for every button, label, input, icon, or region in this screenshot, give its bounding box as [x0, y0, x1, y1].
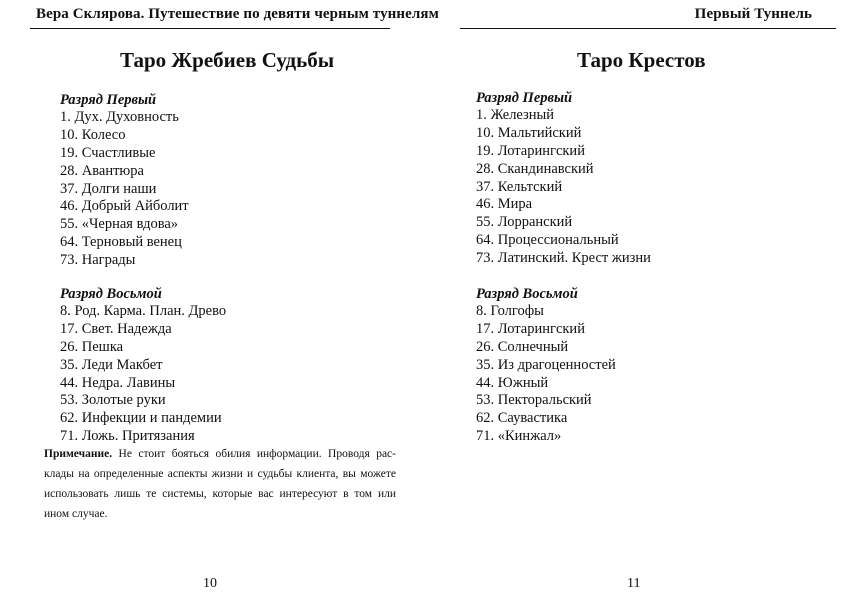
- list-item: 8. Голгофы: [476, 303, 544, 319]
- list-item: 44. Южный: [476, 374, 549, 391]
- list-item: 1. Железный: [476, 107, 555, 123]
- page-title-left: Таро Жребиев Судьбы: [120, 48, 335, 72]
- note-text: Не стоит бояться обилия информации. Проводя расклады на определенные аспекты жизни и судьбы клиента, вы можете использовать лишь те системы, которые вас интересуют в том или ином случае.: [44, 448, 396, 520]
- list-item: 28. Авантюра: [60, 162, 144, 179]
- list-item: 71. Ложь. Притязания: [60, 428, 195, 445]
- list-item: 17. Свет. Надежда: [60, 320, 172, 337]
- list-item: 26. Пешка: [60, 338, 124, 355]
- item-list: [60, 109, 189, 270]
- section-rank-first-right: [476, 90, 651, 268]
- list-item: 1. Дух. Духовность: [60, 109, 179, 125]
- running-head-left: Вера Склярова. Путешествие по девяти черным туннелям: [36, 6, 439, 22]
- page-number-left: 10: [203, 576, 217, 591]
- section-rank-eighth-right: [476, 286, 616, 446]
- list-item: 55. Лорранский: [476, 214, 573, 231]
- list-item: 19. Счастливые: [60, 144, 156, 161]
- list-item: 71. «Кинжал»: [476, 428, 562, 445]
- list-item: 73. Награды: [60, 252, 136, 269]
- list-item: 19. Лотарингский: [476, 142, 585, 159]
- note-label: Примечание.: [44, 448, 113, 460]
- section-rank-eighth-left: [60, 286, 226, 446]
- list-item: 62. Инфекции и пандемии: [60, 410, 222, 427]
- list-item: 10. Мальтийский: [476, 124, 582, 141]
- item-list: [60, 303, 226, 446]
- list-item: 35. Леди Макбет: [60, 356, 163, 373]
- section-rank-first-left: [60, 92, 189, 270]
- list-item: 8. Род. Карма. План. Древо: [60, 303, 227, 319]
- page-title-right: Таро Крестов: [577, 48, 706, 72]
- list-item: 53. Золотые руки: [60, 392, 166, 409]
- list-item: 55. «Черная вдова»: [60, 216, 179, 233]
- list-item: 46. Мира: [476, 196, 533, 213]
- list-item: 46. Добрый Айболит: [60, 198, 189, 215]
- header-rule-right: [460, 28, 836, 29]
- list-item: 10. Колесо: [60, 126, 126, 143]
- section-heading: Разряд Первый: [476, 90, 573, 106]
- list-item: 53. Пекторальский: [476, 392, 592, 409]
- list-item: 17. Лотарингский: [476, 320, 585, 337]
- header-rule-left: [30, 28, 390, 29]
- section-heading: Разряд Восьмой: [60, 286, 162, 302]
- list-item: 44. Недра. Лавины: [60, 374, 176, 391]
- list-item: 28. Скандинавский: [476, 160, 594, 177]
- list-item: 35. Из драгоценностей: [476, 356, 616, 373]
- list-item: 26. Солнечный: [476, 338, 569, 355]
- item-list: [476, 107, 651, 268]
- right-page: [422, 0, 844, 600]
- running-head-right: Первый Туннель: [694, 6, 812, 22]
- item-list: [476, 303, 616, 446]
- list-item: 37. Кельтский: [476, 178, 563, 195]
- note-paragraph: [44, 444, 396, 524]
- section-heading: Разряд Восьмой: [476, 286, 578, 302]
- list-item: 37. Долги наши: [60, 180, 157, 197]
- page-number-right: 11: [627, 576, 641, 591]
- list-item: 62. Саувастика: [476, 410, 568, 427]
- list-item: 64. Процессиональный: [476, 232, 619, 249]
- list-item: 64. Терновый венец: [60, 234, 182, 251]
- list-item: 73. Латинский. Крест жизни: [476, 250, 651, 267]
- section-heading: Разряд Первый: [60, 92, 157, 108]
